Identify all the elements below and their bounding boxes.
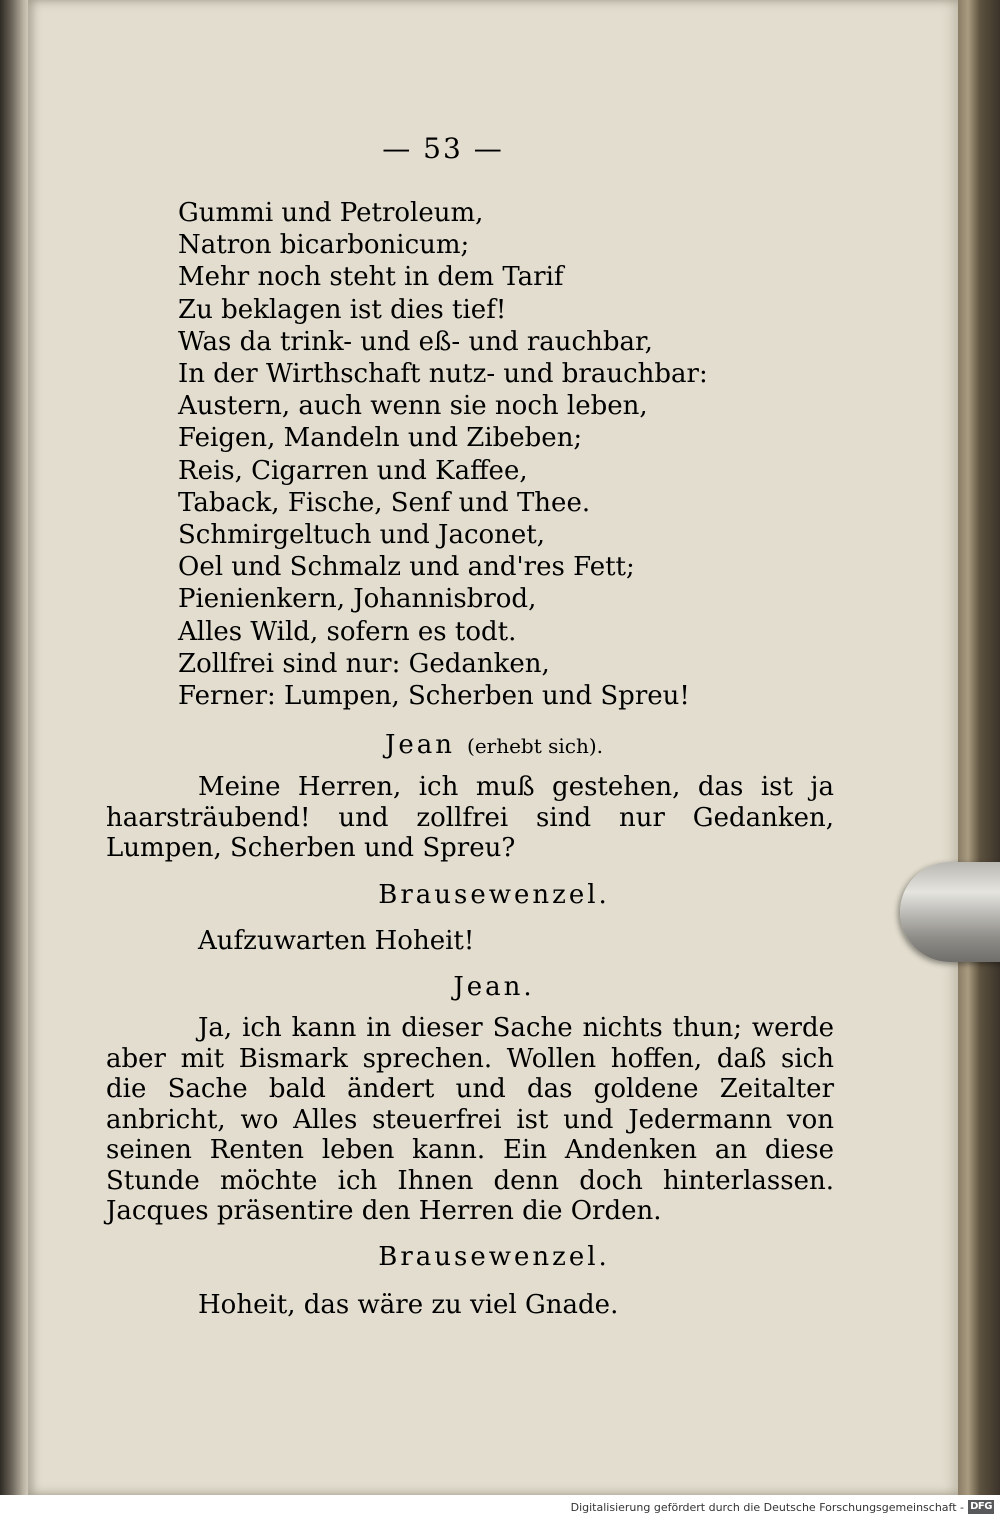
speech-paragraph: Ja, ich kann in dieser Sache nichts thun; werde aber mit Bismark sprechen. Wollen hoffen, daß sich die Sache bald ändert und das goldene Zeitalter anbricht, wo Alles steuerfrei ist und Jedermann von seinen Renten leben kann. Ein Andenken an diese Stunde möchte ich Ihnen denn doch hinterlassen. Jacques präsentire den Herren die Orden.: [106, 1013, 834, 1226]
speech-line: Aufzuwarten Hoheit!: [198, 926, 475, 956]
funding-notice: Digitalisierung gefördert durch die Deutsche Forschungsgemeinschaft -: [570, 1501, 964, 1514]
verse-line: Reis, Cigarren und Kaffee,: [178, 455, 528, 486]
book-page: [28, 0, 960, 1495]
speaker-label: Jean: [384, 730, 456, 760]
verse-line: Gummi und Petroleum,: [178, 198, 484, 228]
verse-line: Mehr noch steht in dem Tarif: [178, 262, 564, 293]
speaker-name: Brausewenzel.: [378, 880, 610, 910]
verse-line: Zollfrei sind nur: Gedanken,: [178, 648, 550, 679]
verse-line: Pienienkern, Johannisbrod,: [178, 584, 537, 615]
binding-edge: [0, 0, 30, 1495]
page-number: — 53 —: [382, 132, 504, 165]
speaker-name: [28, 730, 960, 760]
verse-line: Schmirgeltuch und Jaconet,: [178, 520, 546, 551]
verse-line: In der Wirthschaft nutz- und brauchbar:: [178, 359, 708, 390]
verse-line: Zu beklagen ist dies tief!: [178, 294, 507, 325]
verse-line: Alles Wild, sofern es todt.: [178, 616, 517, 647]
verse-line: Oel und Schmalz und and'res Fett;: [178, 552, 635, 583]
speech-line: Hoheit, das wäre zu viel Gnade.: [198, 1290, 619, 1320]
verse-block: [178, 197, 708, 712]
verse-line: Was da trink- und eß- und rauchbar,: [178, 326, 653, 357]
stage-direction: (erhebt sich).: [467, 734, 604, 758]
verse-line: Natron bicarbonicum;: [178, 230, 470, 261]
speaker-name: Jean.: [453, 972, 535, 1002]
page-stack-edge: [958, 0, 1000, 1495]
speaker-name: Brausewenzel.: [378, 1242, 610, 1272]
footer-bar: [0, 1495, 1000, 1521]
verse-line: Taback, Fische, Senf und Thee.: [178, 487, 591, 518]
verse-line: Austern, auch wenn sie noch leben,: [178, 391, 648, 422]
dfg-logo-icon: DFG: [968, 1500, 994, 1514]
verse-line: Ferner: Lumpen, Scherben und Spreu!: [178, 681, 690, 712]
speech-paragraph: Meine Herren, ich muß gestehen, das ist ja haarsträubend! und zollfrei sind nur Gedanken, Lumpen, Scherben und Spreu?: [106, 772, 834, 863]
page-clip-tab: [900, 862, 1000, 962]
verse-line: Feigen, Mandeln und Zibeben;: [178, 423, 583, 454]
